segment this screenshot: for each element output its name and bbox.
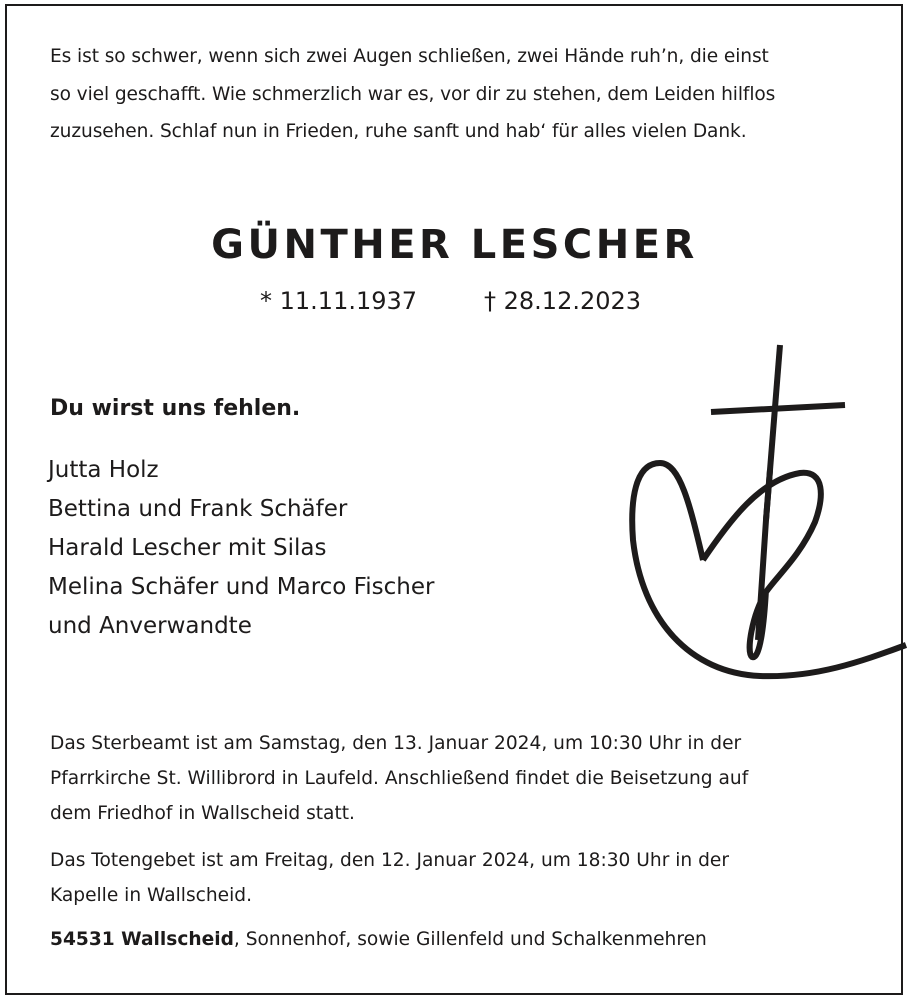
- verse-line: so viel geschafft. Wie schmerzlich war es, vor dir zu stehen, dem Leiden hilflos: [50, 84, 776, 105]
- address-town: 54531 Wallscheid: [50, 929, 234, 950]
- mourner-name: Jutta Holz: [48, 457, 159, 483]
- prayer-line: Das Totengebet ist am Freitag, den 12. Januar 2024, um 18:30 Uhr in der: [50, 850, 729, 871]
- mourner-name: Bettina und Frank Schäfer: [48, 496, 348, 522]
- birth-date: * 11.11.1937: [260, 287, 418, 315]
- verse-line: Es ist so schwer, wenn sich zwei Augen schließen, zwei Hände ruh’n, die einst: [50, 46, 769, 67]
- service-line: Pfarrkirche St. Willibrord in Laufeld. Anschließend findet die Beisetzung auf: [50, 768, 749, 789]
- death-date: † 28.12.2023: [484, 287, 642, 315]
- mourner-name: und Anverwandte: [48, 613, 252, 639]
- address-details: , Sonnenhof, sowie Gillenfeld und Schalkenmehren: [233, 929, 707, 950]
- prayer-line: Kapelle in Wallscheid.: [50, 885, 252, 906]
- mourner-name: Harald Lescher mit Silas: [48, 535, 327, 561]
- service-line: dem Friedhof in Wallscheid statt.: [50, 803, 355, 824]
- deceased-name: GÜNTHER LESCHER: [211, 222, 698, 268]
- farewell-text: Du wirst uns fehlen.: [50, 396, 301, 421]
- verse-line: zuzusehen. Schlaf nun in Frieden, ruhe sanft und hab‘ für alles vielen Dank.: [50, 121, 747, 142]
- mourner-name: Melina Schäfer und Marco Fischer: [48, 574, 435, 600]
- service-line: Das Sterbeamt ist am Samstag, den 13. Januar 2024, um 10:30 Uhr in der: [50, 733, 742, 754]
- address-line: [50, 929, 707, 950]
